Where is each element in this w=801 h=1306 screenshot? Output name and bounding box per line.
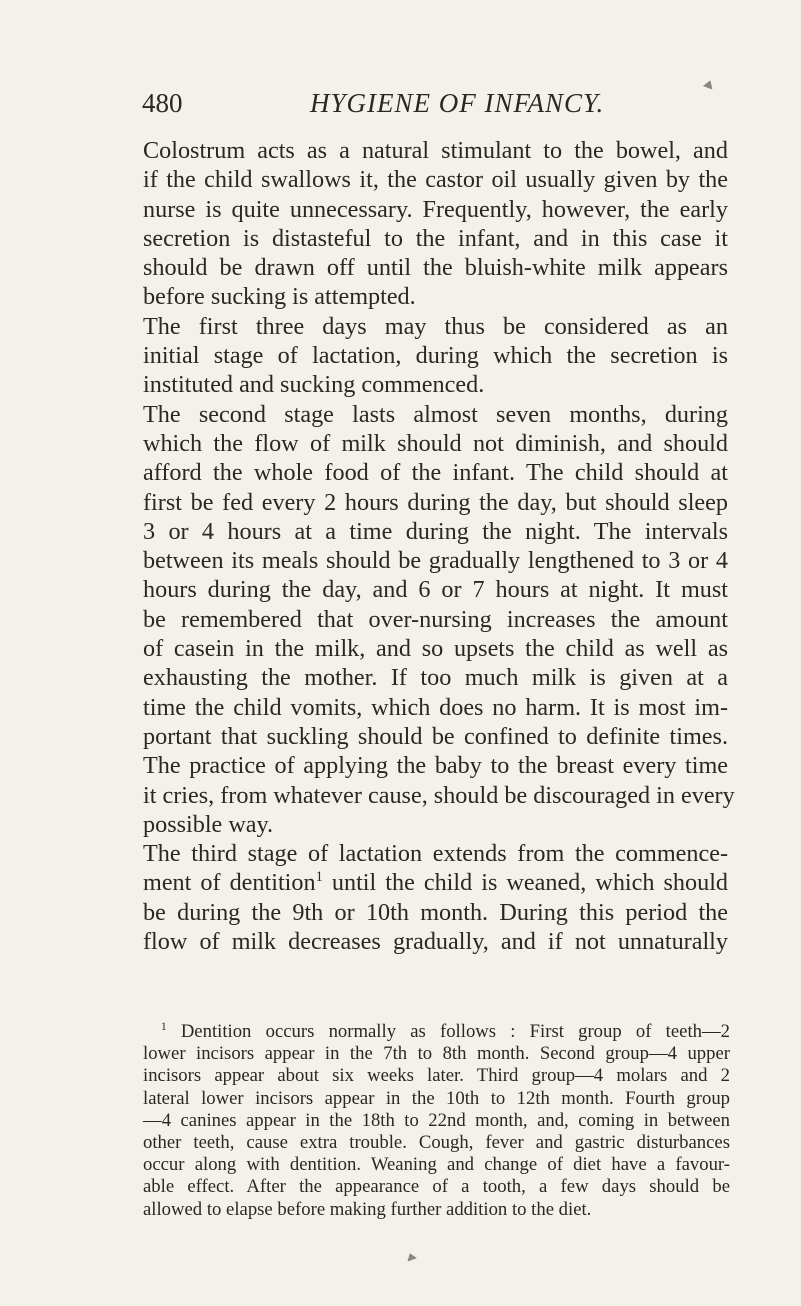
footnote-line: able effect. After the appearance of a tooth, a few days should be xyxy=(143,1176,730,1198)
text-line: portant that suckling should be confined to definite times. xyxy=(143,722,728,750)
footnote-line xyxy=(143,1021,730,1043)
page-number: 480 xyxy=(142,88,183,118)
text-fragment: until the child is weaned, which should xyxy=(331,869,729,897)
text-line: instituted and sucking commenced. xyxy=(143,371,485,399)
text-line: The second stage lasts almost seven months, during xyxy=(143,400,728,428)
text-line: flow of milk decreases gradually, and if not unnaturally xyxy=(143,928,728,956)
footnote-line: incisors appear about six weeks later. Third group—4 molars and 2 xyxy=(143,1065,730,1087)
footnote-line: lateral lower incisors appear in the 10th to 12th month. Fourth group xyxy=(143,1087,730,1109)
footnote-line: occur along with dentition. Weaning and change of diet have a favour- xyxy=(143,1154,730,1176)
text-line: which the flow of milk should not diminish, and should xyxy=(143,429,728,457)
footnote-marker: 1 xyxy=(161,1020,167,1033)
ink-mark xyxy=(405,1252,417,1262)
footnote-line: lower incisors appear in the 7th to 8th month. Second group—4 upper xyxy=(143,1043,730,1065)
body-text xyxy=(143,136,735,956)
text-line: initial stage of lactation, during which the secretion is xyxy=(143,342,728,370)
text-fragment: ment of dentition xyxy=(143,869,316,897)
text-line: 3 or 4 hours at a time during the night. The intervals xyxy=(143,517,728,545)
text-line: should be drawn off until the bluish-white milk appears xyxy=(143,254,728,282)
text-line: The third stage of lactation extends from the commence- xyxy=(143,840,728,868)
text-line: possible way. xyxy=(143,810,274,838)
text-line: of casein in the milk, and so upsets the child as well as xyxy=(143,635,728,663)
running-head: HYGIENE OF INFANCY. xyxy=(310,88,605,118)
text-line: nurse is quite unnecessary. Frequently, however, the early xyxy=(143,195,728,223)
text-line: exhausting the mother. If too much milk is given at a xyxy=(143,664,728,692)
text-line: The practice of applying the baby to the breast every time xyxy=(143,752,728,780)
text-line: time the child vomits, which does no harm. It is most im- xyxy=(143,693,728,721)
ink-mark xyxy=(703,79,715,90)
footnote-line: other teeth, cause extra trouble. Cough, fever and gastric disturbances xyxy=(143,1132,730,1154)
text-line: afford the whole food of the infant. The child should at xyxy=(143,459,728,487)
text-line: hours during the day, and 6 or 7 hours at night. It must xyxy=(143,576,728,604)
text-line: Colostrum acts as a natural stimulant to the bowel, and xyxy=(143,137,728,164)
footnote-reference: 1 xyxy=(315,869,323,886)
footnote xyxy=(143,1021,730,1221)
text-fragment: Dentition occurs normally as follows : First group of teeth—2 xyxy=(180,1021,731,1042)
text-line: be during the 9th or 10th month. During this period the xyxy=(143,898,728,926)
text-line: The first three days may thus be considered as an xyxy=(143,312,728,340)
text-line: secretion is distasteful to the infant, and in this case it xyxy=(143,224,728,252)
footnote-line: allowed to elapse before making further addition to the diet. xyxy=(143,1198,592,1220)
text-line: it cries, from whatever cause, should be discouraged in every xyxy=(143,781,735,809)
text-line: first be fed every 2 hours during the day, but should sleep xyxy=(143,488,728,516)
text-line: before sucking is attempted. xyxy=(143,283,416,311)
text-line: between its meals should be gradually lengthened to 3 or 4 xyxy=(143,547,728,575)
text-line-with-footnote-ref xyxy=(143,868,728,897)
footnote-line: —4 canines appear in the 18th to 22nd month, and, coming in between xyxy=(143,1109,730,1131)
text-line: be remembered that over-nursing increases the amount xyxy=(143,605,728,633)
text-line: if the child swallows it, the castor oil usually given by the xyxy=(143,166,728,194)
